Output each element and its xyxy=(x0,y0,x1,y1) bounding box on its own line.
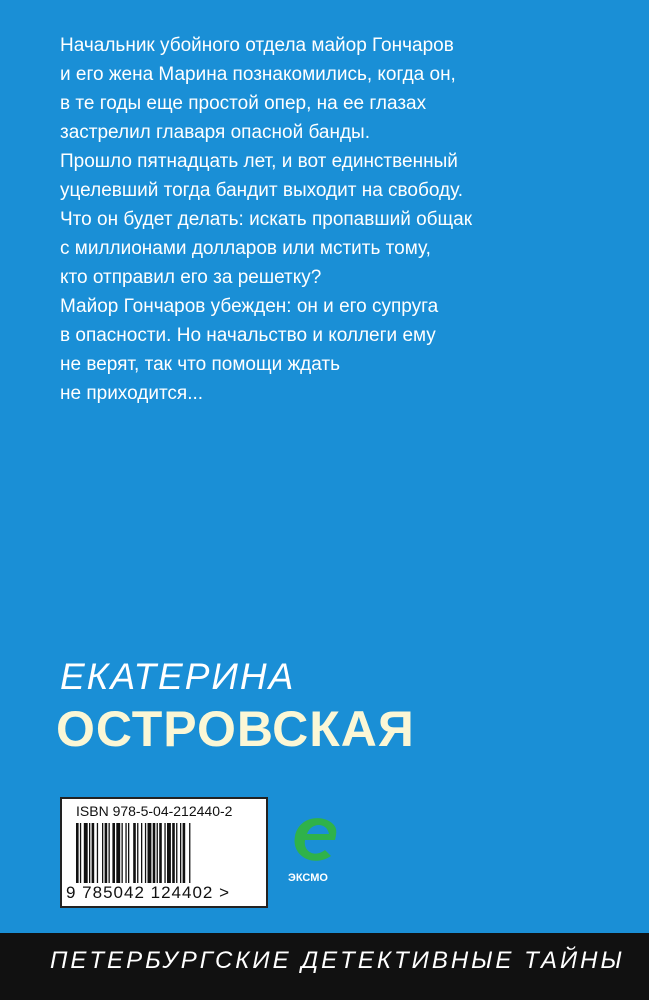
blurb-text xyxy=(60,31,620,408)
blurb-line: не верят, так что помощи ждать xyxy=(60,354,341,375)
barcode-bar xyxy=(116,823,120,883)
barcode-bar xyxy=(148,823,152,883)
blurb-line: застрелил главаря опасной банды. xyxy=(60,122,370,143)
barcode-bar xyxy=(109,823,110,883)
blurb-line: кто отправил его за решетку? xyxy=(60,267,322,288)
publisher-name: ЭКСМО xyxy=(288,872,328,884)
barcode-digits: 9 785042 124402 > xyxy=(66,883,231,902)
barcode-bar xyxy=(105,823,108,883)
blurb-line: Майор Гончаров убежден: он и его супруга xyxy=(60,296,439,317)
author-last-name: ОСТРОВСКАЯ xyxy=(56,701,415,757)
barcode-bar xyxy=(183,823,186,883)
barcode-bars xyxy=(76,823,252,883)
barcode-bar xyxy=(92,823,95,883)
barcode-bar xyxy=(137,823,138,883)
barcode-bar xyxy=(141,823,142,883)
blurb-line: Что он будет делать: искать пропавший общак xyxy=(60,209,473,230)
series-banner xyxy=(0,933,649,1000)
barcode-bar xyxy=(97,823,98,883)
blurb-line: уцелевший тогда бандит выходит на свободу. xyxy=(60,180,463,201)
barcode-bar xyxy=(84,823,88,883)
blurb-line: в те годы еще простой опер, на ее глазах xyxy=(60,93,427,114)
blurb-line: и его жена Марина познакомились, когда он, xyxy=(60,64,456,85)
barcode-bar xyxy=(102,823,103,883)
barcode-bar xyxy=(167,823,171,883)
barcode-bar xyxy=(172,823,175,883)
blurb-line: Прошло пятнадцать лет, и вот единственный xyxy=(60,151,458,172)
barcode-bar xyxy=(112,823,115,883)
barcode-bar xyxy=(128,823,129,883)
blurb-line: Начальник убойного отдела майор Гончаров xyxy=(60,35,454,56)
barcode-bar xyxy=(145,823,146,883)
barcode-bar xyxy=(189,823,190,883)
author-first-name: ЕКАТЕРИНА xyxy=(60,656,296,697)
barcode-bar xyxy=(159,823,162,883)
barcode-bar xyxy=(153,823,156,883)
barcode-bar xyxy=(125,823,126,883)
barcode-bar xyxy=(76,823,79,883)
barcode-bar xyxy=(80,823,81,883)
barcode-bar xyxy=(157,823,158,883)
barcode-bar xyxy=(176,823,177,883)
barcode-bar xyxy=(164,823,165,883)
blurb-line: в опасности. Но начальство и коллеги ему xyxy=(60,325,436,346)
blurb-line: не приходится... xyxy=(60,383,204,404)
barcode xyxy=(60,797,268,908)
barcode-bar xyxy=(122,823,123,883)
series-title: ПЕТЕРБУРГСКИЕ ДЕТЕКТИВНЫЕ ТАЙНЫ xyxy=(50,947,625,974)
isbn-label: ISBN 978-5-04-212440-2 xyxy=(76,803,233,819)
barcode-bar xyxy=(133,823,136,883)
blurb-line: с миллионами долларов или мстить тому, xyxy=(60,238,431,259)
barcode-bar xyxy=(180,823,181,883)
barcode-bar xyxy=(89,823,90,883)
